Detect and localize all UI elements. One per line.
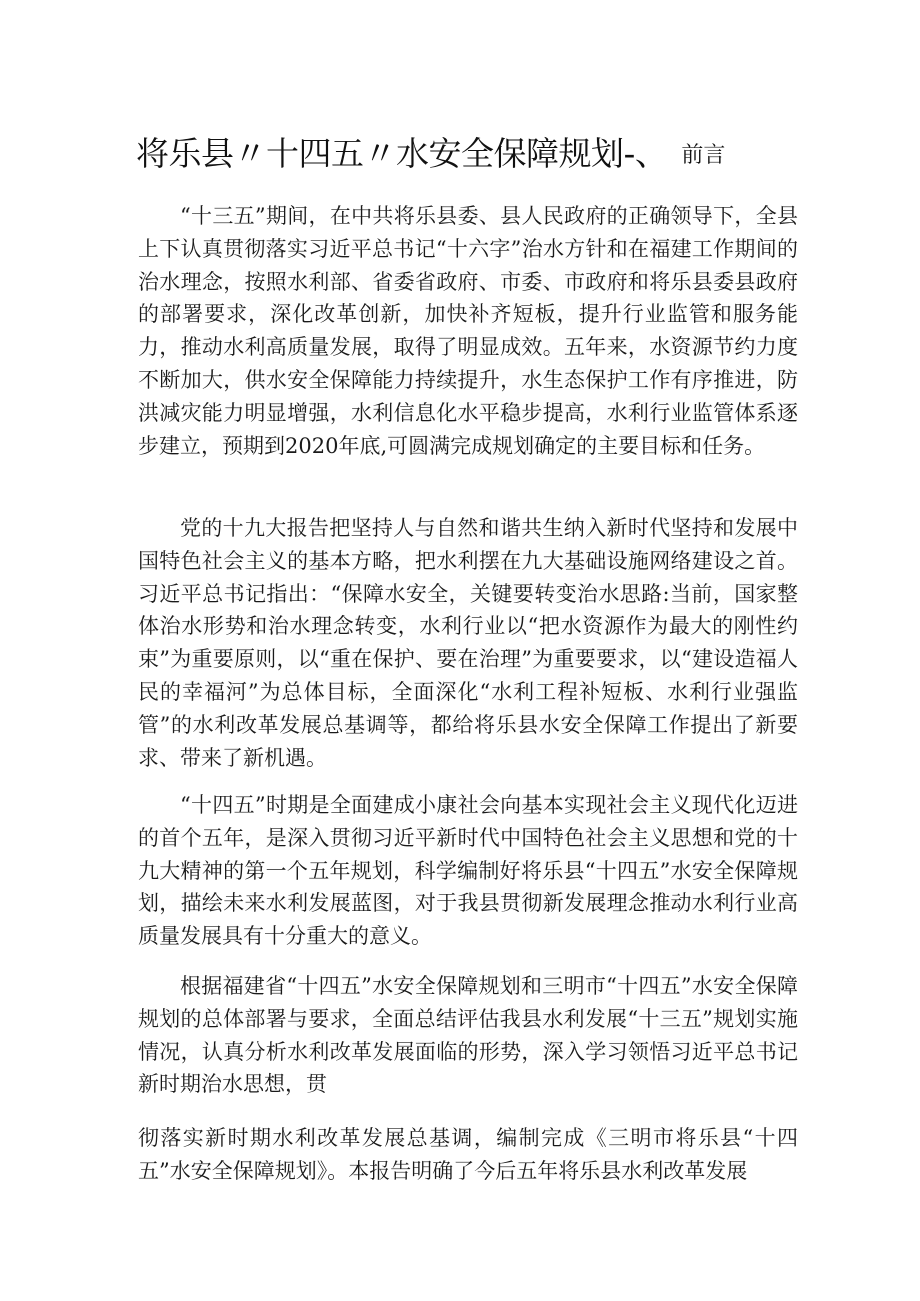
- document-title: 将乐县〃十四五〃水安全保障规划-、: [136, 134, 668, 173]
- body-paragraph-3: [138, 789, 798, 953]
- paragraph-text: 根据福建省“十四五”水安全保障规划和三明市“十四五”水安全保障规划的总体部署与要求，全面总结评估我县水利发展“十三五”规划实施情况，认真分析水利改革发展面临的形势，深入学习领悟习近平总书记新时期治水思想，贯: [138, 974, 798, 1097]
- body-paragraph-4: [138, 970, 798, 1101]
- paragraph-text: 彻落实新时期水利改革发展总基调，编制完成《三明市将乐县“十四五”水安全保障规划》。本报告明确了今后五年将乐县水利改革发展: [138, 1126, 798, 1183]
- body-paragraph-2: [138, 512, 798, 774]
- title-row: [136, 128, 725, 175]
- body-paragraph-1: [138, 200, 798, 462]
- paragraph-text: “十三五”期间，在中共将乐县委、县人民政府的正确领导下，全县上下认真贯彻落实习近平总书记“十六字”治水方针和在福建工作期间的治水理念，按照水利部、省委省政府、市委、市政府和将乐县委县政府的部署要求，深化改革创新，加快补齐短板，提升行业监管和服务能力，推动水利高质量发展，取得了明显成效。五年来，水资源节约力度不断加大，供水安全保障能力持续提升，水生态保护工作有序推进，防洪减灾能力明显增强，水利信息化水平稳步提高，水利行业监管体系逐步建立，预期到2020年底,可圆满完成规划确定的主要目标和任务。: [138, 204, 798, 458]
- section-heading: 前言: [681, 143, 726, 168]
- paragraph-text: “十四五”时期是全面建成小康社会向基本实现社会主义现代化迈进的首个五年，是深入贯彻习近平新时代中国特色社会主义思想和党的十九大精神的第一个五年规划，科学编制好将乐县“十四五”水安全保障规划，描绘未来水利发展蓝图，对于我县贯彻新发展理念推动水利行业高质量发展具有十分重大的意义。: [138, 793, 798, 949]
- body-paragraph-5: [138, 1122, 798, 1188]
- paragraph-text: 党的十九大报告把坚持人与自然和谐共生纳入新时代坚持和发展中国特色社会主义的基本方略，把水利摆在九大基础设施网络建设之首。习近平总书记指出：“保障水安全，关键要转变治水思路:当前，国家整体治水形势和治水理念转变，水利行业以“把水资源作为最大的刚性约束”为重要原则，以“重在保护、要在治理”为重要要求，以“建设造福人民的幸福河”为总体目标，全面深化“水利工程补短板、水利行业强监管”的水利改革发展总基调等，都给将乐县水安全保障工作提出了新要求、带来了新机遇。: [138, 516, 798, 770]
